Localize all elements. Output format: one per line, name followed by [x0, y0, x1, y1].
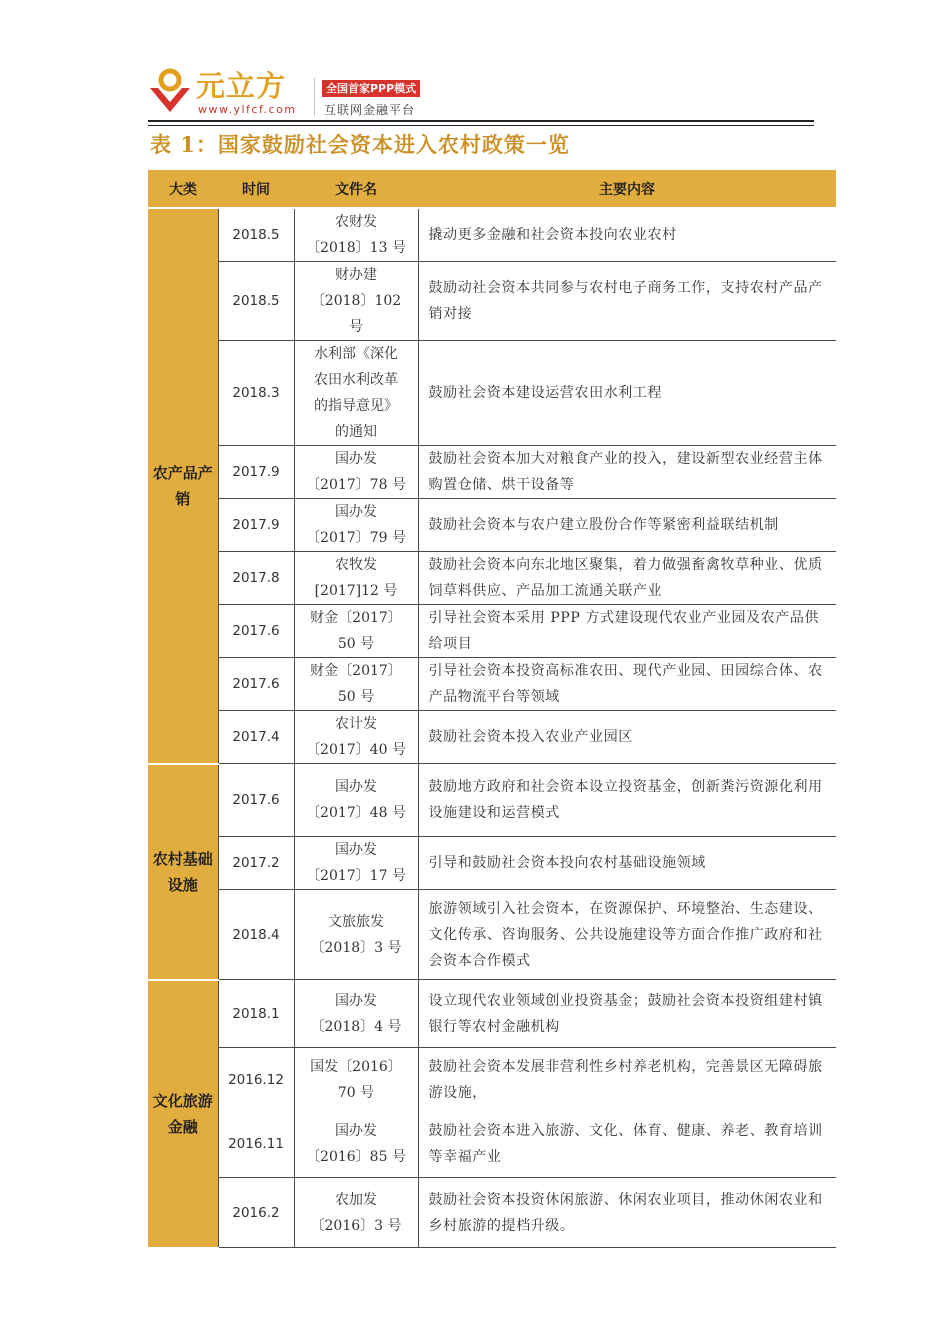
doc-cell: 农计发 〔2017〕40 号	[306, 716, 406, 758]
category-cell	[148, 208, 218, 764]
content-cell: 鼓励社会资本向东北地区聚集，着力做强畜禽牧草种业、优质饲草料供应、产品加工流通关联产业	[418, 552, 836, 605]
table-row	[148, 262, 836, 341]
doc-cell: 文旅旅发 〔2018〕3 号	[310, 913, 402, 956]
logo-divider	[314, 78, 315, 116]
date-cell: 2018.1	[218, 980, 294, 1048]
table-header-row	[148, 170, 836, 208]
table-row	[148, 208, 836, 262]
header-document: 文件名	[294, 170, 418, 208]
table-row	[148, 1178, 836, 1248]
date-cell: 2017.6	[218, 605, 294, 658]
policy-table	[148, 170, 836, 1249]
doc-cell: 农牧发 [2017]12 号	[314, 557, 398, 599]
content-cell: 鼓励社会资本投资休闲旅游、休闲农业项目，推动休闲农业和乡村旅游的提档升级。	[418, 1178, 836, 1248]
table-row	[148, 1048, 836, 1112]
content-cell: 引导社会资本投资高标准农田、现代产业园、田园综合体、农产品物流平台等领域	[418, 658, 836, 711]
content-cell: 鼓励社会资本投入农业产业园区	[418, 711, 836, 764]
content-cell: 鼓励社会资本建设运营农田水利工程	[418, 341, 836, 446]
doc-cell: 国办发 〔2017〕78 号	[306, 451, 406, 493]
policy-table-container	[148, 170, 836, 1234]
content-cell: 鼓励地方政府和社会资本设立投资基金，创新粪污资源化利用设施建设和运营模式	[418, 764, 836, 837]
table-row	[148, 605, 836, 658]
doc-cell: 国办发 〔2017〕17 号	[306, 842, 406, 884]
header-rule	[148, 120, 814, 122]
doc-cell: 财办建 〔2018〕102 号	[310, 267, 402, 335]
date-cell: 2018.3	[218, 341, 294, 446]
table-row	[148, 446, 836, 499]
doc-cell: 国办发 〔2017〕48 号	[306, 779, 406, 821]
header-date: 时间	[218, 170, 294, 208]
content-cell: 引导社会资本采用 PPP 方式建设现代农业产业园及农产品供给项目	[418, 605, 836, 658]
date-cell: 2017.9	[218, 446, 294, 499]
doc-cell: 国办发 〔2018〕4 号	[310, 992, 402, 1035]
date-cell: 2017.2	[218, 837, 294, 890]
table-row	[148, 552, 836, 605]
header-category: 大类	[148, 170, 218, 208]
brand-logo	[148, 68, 838, 124]
doc-cell: 农加发 〔2016〕3 号	[310, 1191, 402, 1234]
date-cell: 2016.11	[218, 1112, 294, 1178]
content-cell: 旅游领域引入社会资本，在资源保护、环境整治、生态建设、文化传承、咨询服务、公共设施建设等方面合作推广政府和社会资本合作模式	[418, 890, 836, 980]
date-cell: 2018.5	[218, 262, 294, 341]
table-row	[148, 890, 836, 980]
category-cell	[148, 980, 218, 1248]
brand-url: www.ylfcf.com	[198, 103, 297, 116]
doc-cell: 财金〔2017〕 50 号	[310, 610, 402, 652]
slogan-text: 互联网金融平台	[324, 103, 416, 117]
date-cell: 2017.4	[218, 711, 294, 764]
doc-cell: 国办发 〔2016〕85 号	[306, 1123, 406, 1166]
content-cell: 鼓励社会资本加大对粮食产业的投入，建设新型农业经营主体购置仓储、烘干设备等	[418, 446, 836, 499]
table-row	[148, 658, 836, 711]
doc-cell: 水利部《深化 农田水利改革 的指导意见》 的通知	[314, 346, 398, 440]
doc-cell: 国办发 〔2017〕79 号	[306, 504, 406, 546]
header-rule-thin	[148, 125, 814, 126]
date-cell: 2017.9	[218, 499, 294, 552]
content-cell: 鼓励社会资本与农户建立股份合作等紧密利益联结机制	[418, 499, 836, 552]
content-cell: 鼓励社会资本进入旅游、文化、体育、健康、养老、教育培训等幸福产业	[418, 1112, 836, 1178]
table-title: 表 1：国家鼓励社会资本进入农村政策一览	[150, 132, 570, 157]
date-cell: 2017.6	[218, 764, 294, 837]
content-cell: 引导和鼓励社会资本投向农村基础设施领域	[418, 837, 836, 890]
brand-name: 元立方	[196, 69, 287, 103]
date-cell: 2016.2	[218, 1178, 294, 1248]
table-row	[148, 341, 836, 446]
date-cell: 2017.6	[218, 658, 294, 711]
table-row	[148, 711, 836, 764]
date-cell: 2017.8	[218, 552, 294, 605]
date-cell: 2018.5	[218, 208, 294, 262]
doc-cell: 农财发 〔2018〕13 号	[306, 214, 406, 256]
content-cell: 设立现代农业领域创业投资基金；鼓励社会资本投资组建村镇银行等农村金融机构	[418, 980, 836, 1048]
content-cell: 鼓励社会资本发展非营利性乡村养老机构，完善景区无障碍旅游设施，	[428, 1058, 823, 1101]
content-cell: 鼓励动社会资本共同参与农村电子商务工作，支持农村产品产销对接	[418, 262, 836, 341]
header-content: 主要内容	[418, 170, 836, 208]
date-cell: 2018.4	[218, 890, 294, 980]
content-cell: 撬动更多金融和社会资本投向农业农村	[418, 208, 836, 262]
table-row	[148, 837, 836, 890]
category-cell	[148, 764, 218, 980]
yuanlifang-logo-icon	[148, 68, 192, 114]
category-label: 文化旅游金融	[152, 1091, 213, 1136]
date-cell: 2016.12	[218, 1048, 294, 1112]
doc-cell: 财金〔2017〕 50 号	[310, 663, 402, 705]
table-row	[148, 980, 836, 1048]
table-row	[148, 499, 836, 552]
table-row	[148, 1112, 836, 1178]
category-label: 农村基础设施	[152, 849, 213, 894]
category-label: 农产品产销	[152, 463, 213, 508]
table-row	[148, 764, 836, 837]
doc-cell: 国发〔2016〕 70 号	[310, 1058, 402, 1101]
slogan-badge: 全国首家PPP模式	[322, 80, 420, 97]
